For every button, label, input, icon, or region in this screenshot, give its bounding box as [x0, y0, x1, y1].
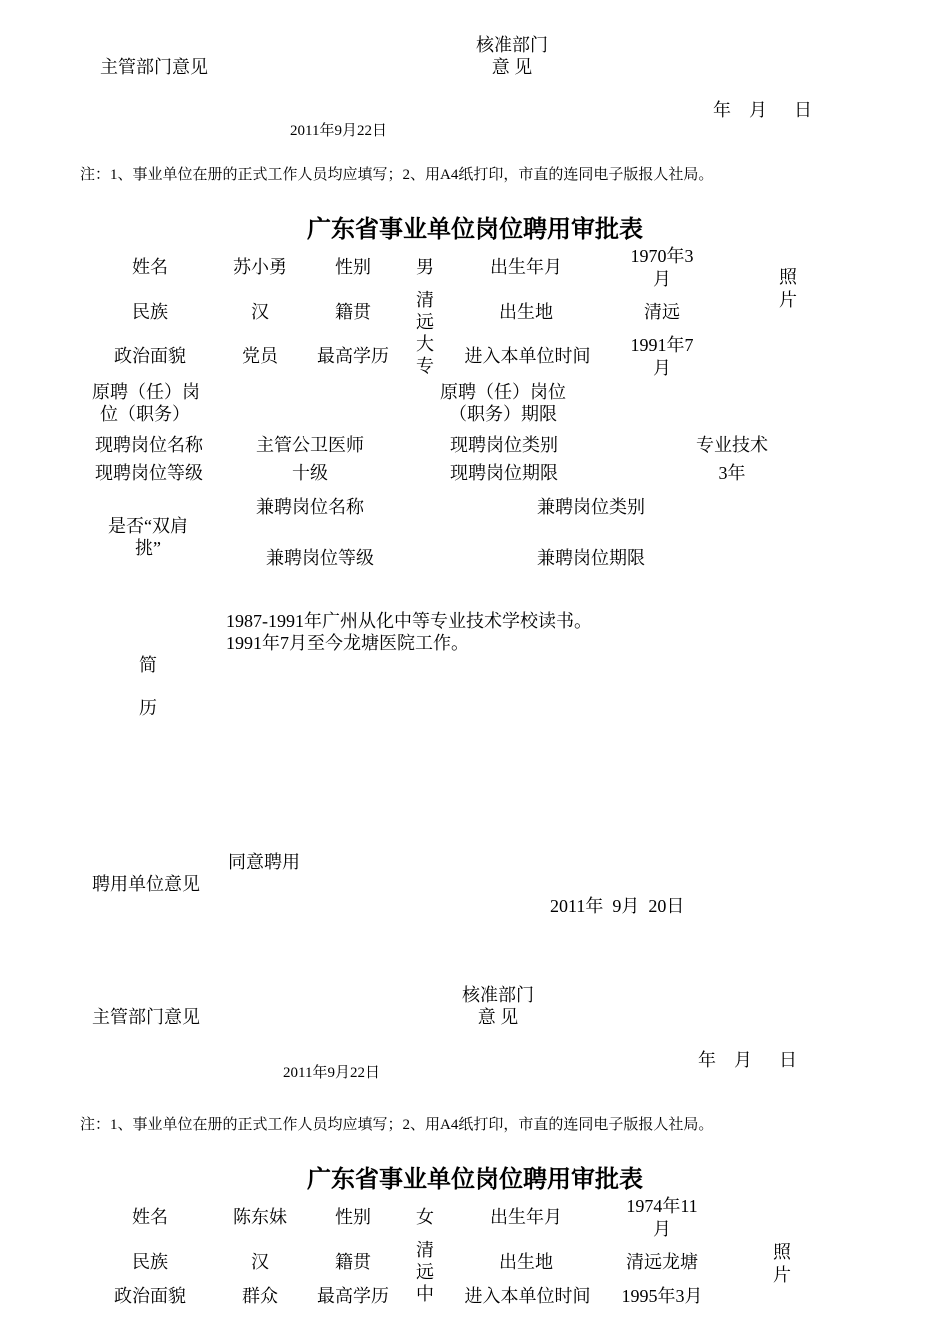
current-type-value: 专业技术 [696, 435, 768, 455]
employer-opinion-value: 同意聘用 [228, 852, 300, 872]
current-term-label: 现聘岗位期限 [450, 463, 558, 483]
join-date-value: 1991年7 [630, 335, 694, 355]
native-place-label: 籍贯 [335, 1252, 371, 1272]
native-place-label: 籍贯 [335, 302, 371, 322]
photo-label-line2: 片 [779, 290, 797, 310]
resume-line: 1987-1991年广州从化中等专业技术学校读书。 [226, 611, 592, 631]
approval-dept-label: 核准部门 [462, 985, 534, 1005]
date-blank: 年 月 日 [698, 1050, 797, 1070]
name-value: 苏小勇 [233, 257, 287, 277]
form-title: 广东省事业单位岗位聘用审批表 [307, 1167, 643, 1193]
birth-label: 出生年月 [490, 1207, 562, 1227]
dual-role-label-line2: 挑” [135, 538, 161, 558]
form-title: 广东省事业单位岗位聘用审批表 [307, 217, 643, 243]
supervisor-opinion-label: 主管部门意见 [92, 1007, 200, 1027]
current-level-value: 十级 [292, 463, 328, 483]
birthplace-label: 出生地 [499, 1252, 553, 1272]
form-note: 注：1、事业单位在册的正式工作人员均应填写；2、用A4纸打印，市直的连同电子版报人社局。 [80, 1117, 714, 1133]
birth-value-line2: 月 [653, 1219, 671, 1239]
ethnic-label: 民族 [132, 1252, 168, 1272]
current-post-value: 主管公卫医师 [256, 435, 364, 455]
education-label: 最高学历 [317, 346, 389, 366]
education-label: 最高学历 [317, 1286, 389, 1306]
gender-value: 男 [416, 257, 434, 277]
political-value: 党员 [242, 346, 278, 366]
political-value: 群众 [242, 1286, 278, 1306]
gender-value: 女 [416, 1207, 434, 1227]
ethnic-value: 汉 [251, 302, 269, 322]
current-type-label: 现聘岗位类别 [450, 435, 558, 455]
supervisor-date: 2011年9月22日 [290, 123, 387, 139]
join-date-value-line2: 月 [653, 358, 671, 378]
join-date-value: 1995年3月 [621, 1286, 703, 1306]
birth-value: 1970年3 [630, 246, 694, 266]
employer-opinion-date: 2011年 9月 20日 [550, 896, 685, 916]
date-blank: 年 月 日 [713, 100, 812, 120]
ethnic-label: 民族 [132, 302, 168, 322]
resume-line: 1991年7月至今龙塘医院工作。 [226, 633, 469, 653]
dual-role-label: 是否“双肩 [108, 516, 188, 536]
part-time-level-label: 兼聘岗位等级 [266, 548, 374, 568]
original-post-label: 原聘（任）岗 [92, 382, 200, 402]
birthplace-value: 清远 [644, 302, 680, 322]
native-place-value: 清远中 [416, 1240, 434, 1304]
join-date-label: 进入本单位时间 [464, 346, 591, 366]
birth-label: 出生年月 [490, 257, 562, 277]
birthplace-value: 清远龙塘 [626, 1252, 698, 1272]
current-term-value: 3年 [718, 463, 746, 483]
photo-label-line2: 片 [773, 1265, 791, 1285]
supervisor-opinion-label: 主管部门意见 [100, 57, 208, 77]
ethnic-value: 汉 [251, 1252, 269, 1272]
current-level-label: 现聘岗位等级 [95, 463, 203, 483]
part-time-post-label: 兼聘岗位名称 [256, 497, 364, 517]
name-label: 姓名 [132, 257, 168, 277]
form-note: 注：1、事业单位在册的正式工作人员均应填写；2、用A4纸打印，市直的连同电子版报人社局。 [80, 167, 714, 183]
photo-label: 照 [773, 1242, 791, 1262]
original-term-label: 原聘（任）岗位 [440, 382, 566, 402]
birth-value: 1974年11 [626, 1196, 698, 1216]
resume-label-line2: 历 [139, 698, 157, 718]
approval-dept-label-line2: 意 见 [477, 1007, 519, 1027]
original-term-label-line2: （职务）期限 [449, 404, 557, 424]
approval-dept-label: 核准部门 [476, 35, 548, 55]
native-place-value: 清远大专 [416, 290, 434, 376]
political-label: 政治面貌 [114, 1286, 186, 1306]
name-label: 姓名 [132, 1207, 168, 1227]
current-post-label: 现聘岗位名称 [95, 435, 203, 455]
birth-value-line2: 月 [653, 269, 671, 289]
birthplace-label: 出生地 [499, 302, 553, 322]
part-time-type-label: 兼聘岗位类别 [537, 497, 645, 517]
approval-dept-label-line2: 意 见 [491, 57, 533, 77]
resume-label: 简 [139, 655, 157, 675]
name-value: 陈东妹 [233, 1207, 287, 1227]
photo-label: 照 [779, 267, 797, 287]
original-post-label-line2: 位（职务） [100, 404, 190, 424]
part-time-term-label: 兼聘岗位期限 [537, 548, 645, 568]
gender-label: 性别 [335, 257, 371, 277]
gender-label: 性别 [335, 1207, 371, 1227]
supervisor-date: 2011年9月22日 [283, 1065, 380, 1081]
employer-opinion-label: 聘用单位意见 [92, 874, 200, 894]
join-date-label: 进入本单位时间 [464, 1286, 591, 1306]
political-label: 政治面貌 [114, 346, 186, 366]
